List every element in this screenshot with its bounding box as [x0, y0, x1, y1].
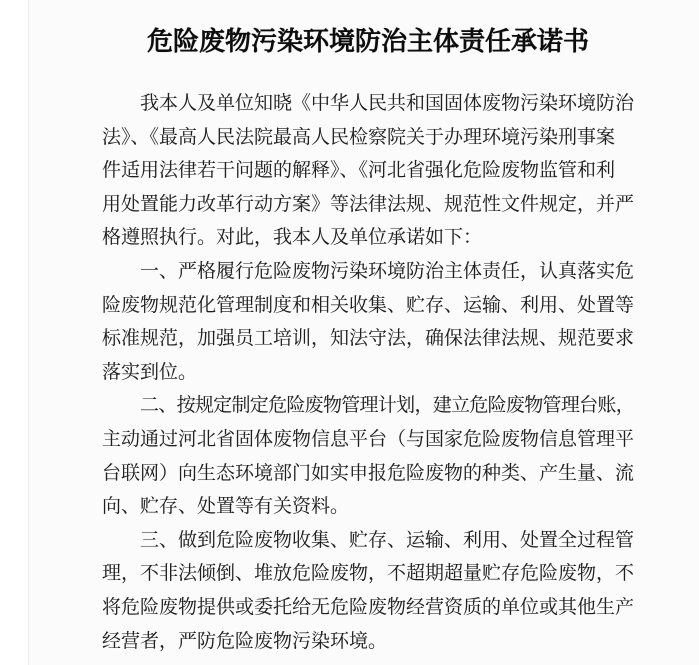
page-margin-strip: [0, 0, 28, 665]
document-body: [102, 87, 634, 658]
document-line: 格遵照执行。对此，我本人及单位承诺如下：: [102, 227, 483, 249]
document-line: 主动通过河北省固体废物信息平台（与国家危险废物信息管理平: [102, 428, 635, 450]
document-line: 三、做到危险废物收集、贮存、运输、利用、处置全过程管: [140, 529, 635, 551]
document-line: 标准规范，加强员工培训，知法守法，确保法律法规、规范要求: [102, 328, 635, 350]
document-line: 我本人及单位知晓《中华人民共和国固体废物污染环境防治: [140, 93, 635, 114]
document-line: 经营者，严防危险废物污染环境。: [102, 630, 388, 652]
document-line: 件适用法律若干问题的解释》、《河北省强化危险废物监管和利: [102, 160, 616, 182]
document-line: 理，不非法倾倒、堆放危险废物，不超期超量贮存危险废物，不: [102, 563, 635, 585]
document-line: 二、按规定制定危险废物管理计划，建立危险废物管理台账，: [140, 395, 635, 417]
paragraph: [102, 255, 634, 389]
document-line: 将危险废物提供或委托给无危险废物经营资质的单位或其他生产: [102, 596, 635, 618]
document-line: 用处置能力改革行动方案》等法律法规、规范性文件规定，并严: [102, 193, 635, 215]
document-line: 台联网）向生态环境部门如实申报危险废物的种类、产生量、流: [102, 462, 635, 484]
paragraph: [102, 524, 634, 658]
document-line: 落实到位。: [102, 361, 198, 383]
paper-edge-line: [28, 0, 29, 665]
document-line: 一、严格履行危险废物污染环境防治主体责任，认真落实危: [140, 260, 635, 282]
paragraph: [102, 87, 634, 255]
paragraph: [102, 389, 634, 523]
document-line: 法》、《最高人民法院最高人民检察院关于办理环境污染刑事案: [102, 126, 616, 148]
document-line: 向、贮存、处置等有关资料。: [102, 496, 350, 518]
document-title: 危险废物污染环境防治主体责任承诺书: [146, 27, 589, 56]
document-line: 险废物规范化管理制度和相关收集、贮存、运输、利用、处置等: [102, 294, 635, 316]
